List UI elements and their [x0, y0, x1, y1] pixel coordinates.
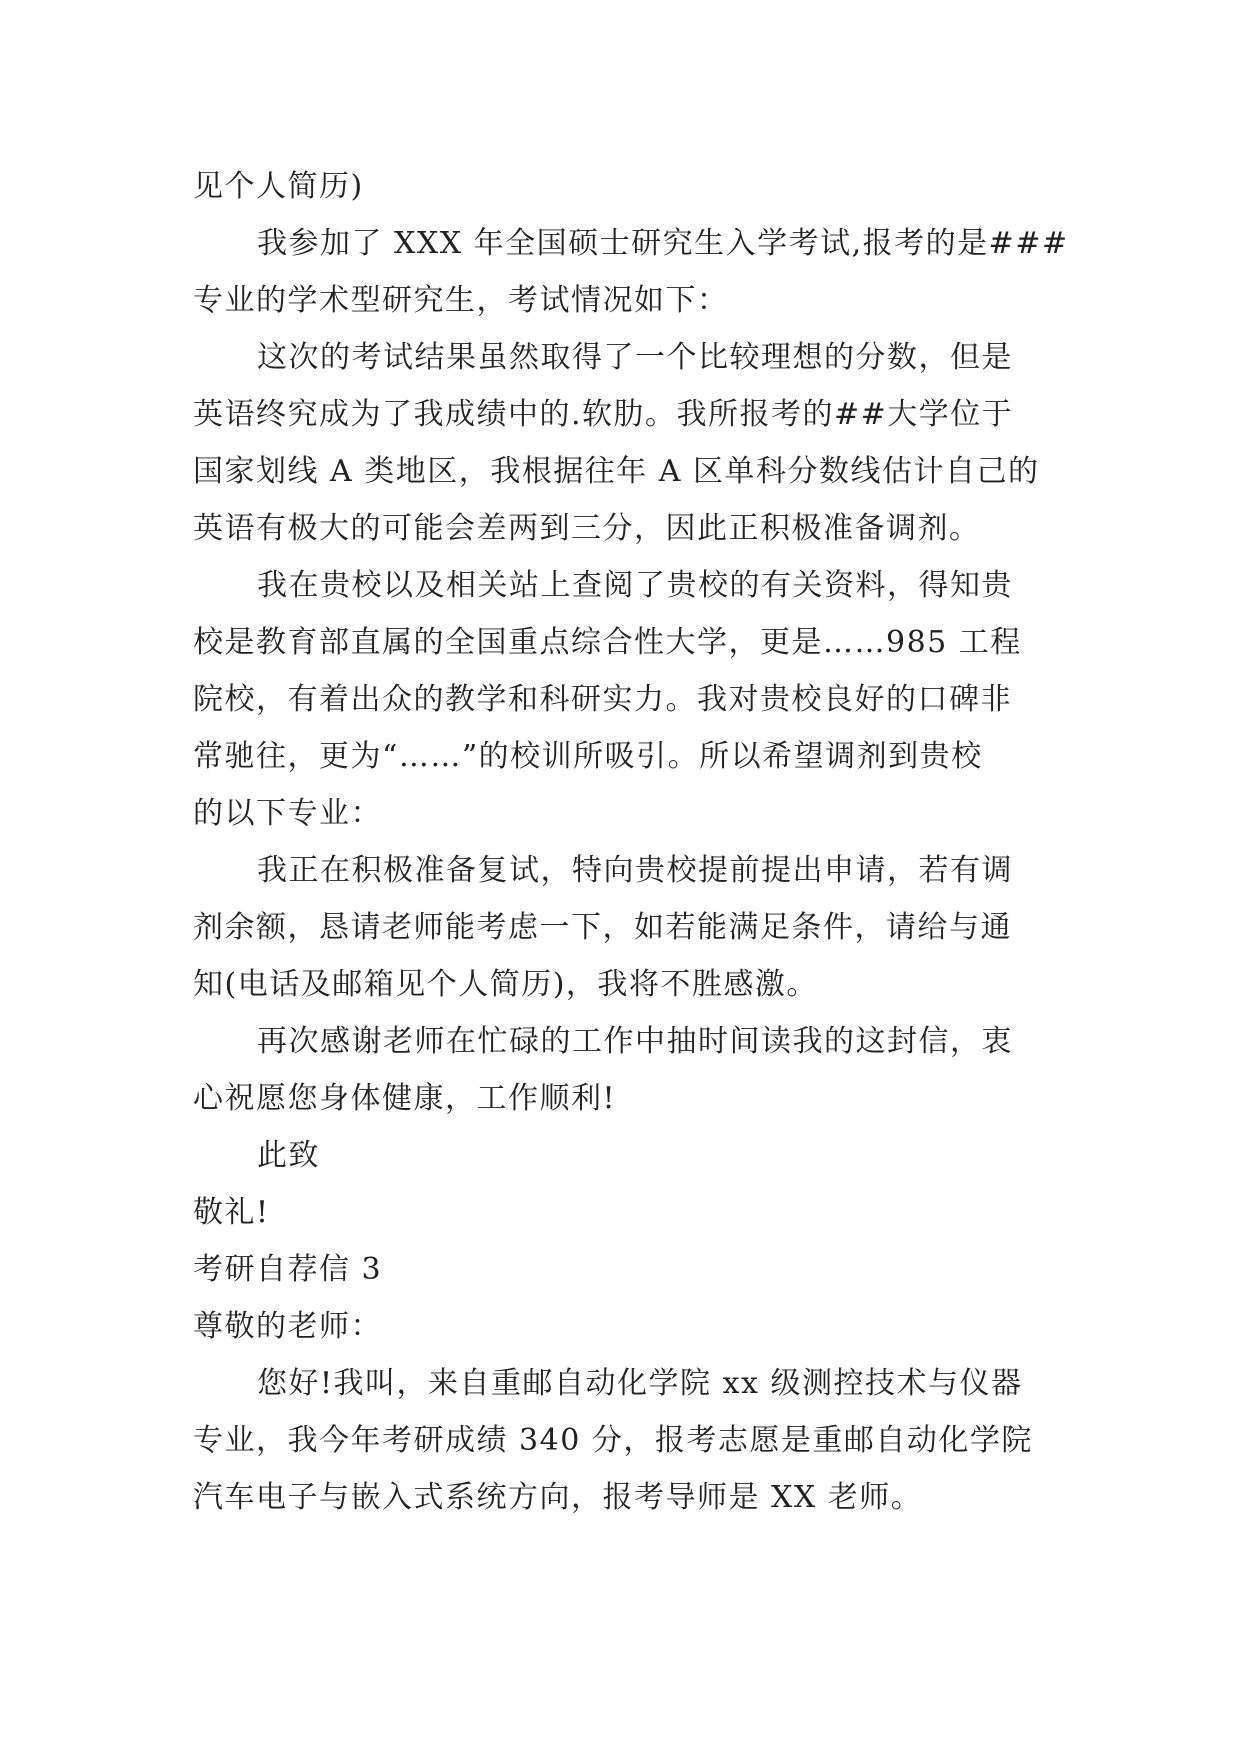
text-line: 剂余额，恳请老师能考虑一下，如若能满足条件，请给与通 [193, 910, 1012, 945]
text-line: 专业的学术型研究生，考试情况如下： [193, 283, 729, 318]
section-heading: 考研自荐信 3 [193, 1252, 383, 1287]
text-line: 心祝愿您身体健康，工作顺利! [193, 1081, 617, 1116]
text-line: 院校，有着出众的教学和科研实力。我对贵校良好的口碑非 [193, 682, 1012, 717]
text-line: 再次感谢老师在忙碌的工作中抽时间读我的这封信，衷 [257, 1024, 1013, 1059]
closing-regards: 敬礼! [193, 1195, 270, 1230]
text-line: 英语终究成为了我成绩中的.软肋。我所报考的##大学位于 [193, 397, 1014, 432]
text-line: 见个人简历) [193, 169, 364, 204]
text-line: 您好!我叫，来自重邮自动化学院 xx 级测控技术与仪器 [257, 1366, 1023, 1401]
text-line: 常驰往，更为“……”的校训所吸引。所以希望调剂到贵校 [193, 739, 983, 774]
text-line: 这次的考试结果虽然取得了一个比较理想的分数，但是 [257, 340, 1013, 375]
text-line: 国家划线 A 类地区，我根据往年 A 区单科分数线估计自己的 [193, 454, 1040, 489]
text-line: 我在贵校以及相关站上查阅了贵校的有关资料，得知贵 [257, 568, 1013, 603]
letter-body [193, 158, 1069, 1526]
text-line: 专业，我今年考研成绩 340 分，报考志愿是重邮自动化学院 [193, 1423, 1033, 1458]
text-line: 我正在积极准备复试，特向贵校提前提出申请，若有调 [257, 853, 1013, 888]
text-line: 知(电话及邮箱见个人简历)，我将不胜感激。 [193, 967, 818, 1002]
text-line: 校是教育部直属的全国重点综合性大学，更是……985 工程 [193, 625, 1022, 660]
text-line: 我参加了 XXX 年全国硕士研究生入学考试,报考的是### [257, 226, 1069, 261]
closing-salutation: 此致 [257, 1138, 320, 1173]
greeting: 尊敬的老师： [193, 1309, 382, 1344]
text-line: 汽车电子与嵌入式系统方向，报考导师是 XX 老师。 [193, 1480, 923, 1515]
text-line: 英语有极大的可能会差两到三分，因此正积极准备调剂。 [193, 511, 981, 546]
text-line: 的以下专业： [193, 796, 382, 831]
